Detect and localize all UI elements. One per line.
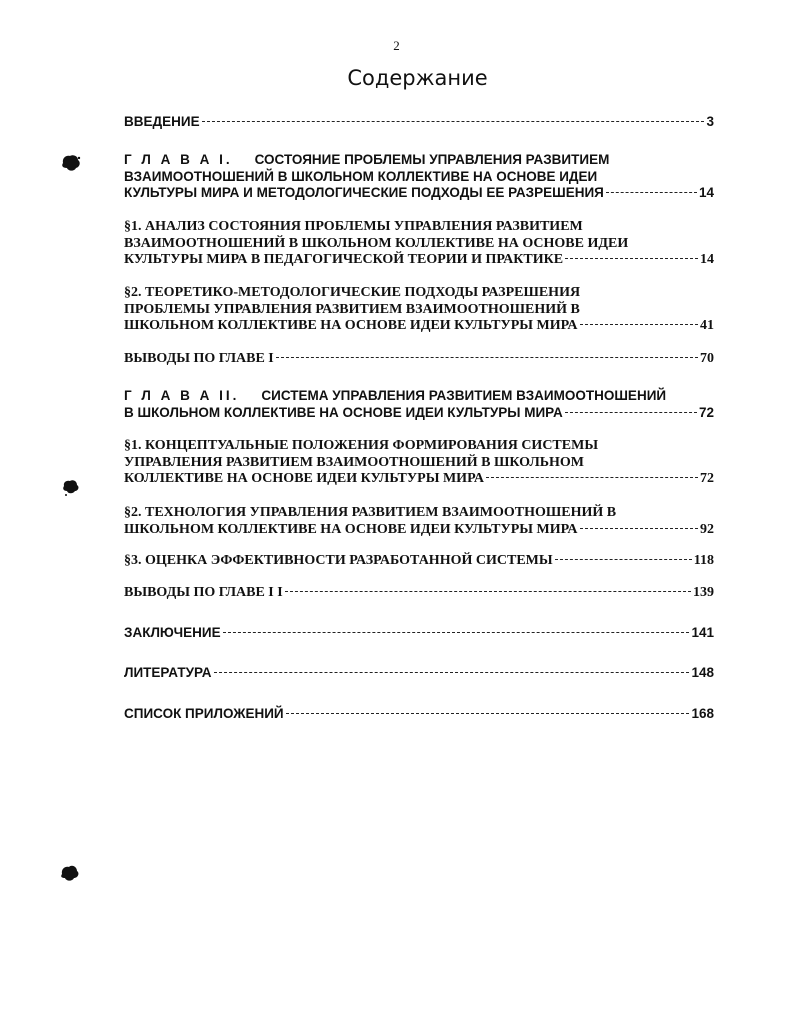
toc-entry-section-1-1[interactable]: [124, 219, 714, 269]
chapter-label: Г Л А В А I.: [124, 152, 233, 167]
page-title: Содержание: [347, 66, 488, 90]
toc-entry-line: ВЗАИМООТНОШЕНИЙ В ШКОЛЬНОМ КОЛЛЕКТИВЕ НА ОСНОВЕ ИДЕИ: [124, 168, 598, 184]
toc-page-number: 14: [698, 185, 714, 200]
toc-entry-title: СПИСОК ПРИЛОЖЕНИЙ: [124, 706, 284, 721]
toc-entry-chapter-2[interactable]: [124, 388, 714, 421]
dot-leader: [565, 412, 697, 413]
page-number: 2: [393, 38, 400, 53]
toc-entry-appendices[interactable]: [124, 706, 714, 723]
toc-entry-line: §2. ТЕХНОЛОГИЯ УПРАВЛЕНИЯ РАЗВИТИЕМ ВЗАИМООТНОШЕНИЙ В: [124, 505, 617, 520]
toc-entry-line: §2. ТЕОРЕТИКО-МЕТОДОЛОГИЧЕСКИЕ ПОДХОДЫ РАЗРЕШЕНИЯ: [124, 285, 581, 300]
toc-entry-line: ВЗАИМООТНОШЕНИЙ В ШКОЛЬНОМ КОЛЛЕКТИВЕ НА ОСНОВЕ ИДЕИ: [124, 235, 629, 251]
toc-entry-literature[interactable]: [124, 665, 714, 682]
ink-blot-icon: [60, 152, 82, 174]
dot-leader: [486, 477, 698, 478]
toc-entry-title: §3. ОЦЕНКА ЭФФЕКТИВНОСТИ РАЗРАБОТАННОЙ СИСТЕМЫ: [124, 553, 553, 568]
toc-page-number: 139: [693, 585, 714, 600]
toc-page-number: 92: [700, 521, 714, 537]
toc-entry-line: СИСТЕМА УПРАВЛЕНИЯ РАЗВИТИЕМ ВЗАИМООТНОШЕНИЙ: [261, 388, 667, 403]
toc-entry-conclusion[interactable]: [124, 625, 714, 642]
toc-entry-line: ПРОБЛЕМЫ УПРАВЛЕНИЯ РАЗВИТИЕМ ВЗАИМООТНОШЕНИЙ В: [124, 301, 580, 317]
dot-leader: [580, 324, 699, 325]
toc-entry-line: СОСТОЯНИЕ ПРОБЛЕМЫ УПРАВЛЕНИЯ РАЗВИТИЕМ: [254, 152, 610, 167]
toc-page-number: 141: [691, 625, 714, 640]
toc-entry-line: УПРАВЛЕНИЯ РАЗВИТИЕМ ВЗАИМООТНОШЕНИЙ В ШКОЛЬНОМ: [124, 454, 585, 470]
ink-blot-icon: [60, 476, 82, 498]
toc-entry-title: ЗАКЛЮЧЕНИЕ: [124, 625, 221, 640]
toc-entry-section-2-3[interactable]: [124, 553, 714, 570]
toc-entry-section-1-2[interactable]: [124, 285, 714, 335]
toc-entry-introduction[interactable]: [124, 114, 714, 131]
toc-entry-line: ШКОЛЬНОМ КОЛЛЕКТИВЕ НА ОСНОВЕ ИДЕИ КУЛЬТУРЫ МИРА: [124, 521, 578, 537]
toc-page-number: 168: [691, 706, 714, 721]
toc-entry-line: ШКОЛЬНОМ КОЛЛЕКТИВЕ НА ОСНОВЕ ИДЕИ КУЛЬТУРЫ МИРА: [124, 318, 578, 333]
toc-entry-section-2-1[interactable]: [124, 438, 714, 488]
toc-page-number: 70: [700, 351, 714, 366]
toc-page-number: 14: [700, 252, 714, 267]
toc-entry-conclusions-2[interactable]: [124, 585, 714, 602]
dot-leader: [285, 591, 691, 592]
chapter-label: Г Л А В А II.: [124, 388, 240, 403]
dot-leader: [580, 528, 699, 529]
toc-entry-section-2-2[interactable]: [124, 505, 714, 538]
toc-entry-line: КОЛЛЕКТИВЕ НА ОСНОВЕ ИДЕИ КУЛЬТУРЫ МИРА: [124, 471, 484, 486]
dot-leader: [223, 632, 690, 633]
toc-entry-title: ВЫВОДЫ ПО ГЛАВЕ I: [124, 351, 274, 366]
toc-entry-title: ЛИТЕРАТУРА: [124, 665, 212, 680]
dot-leader: [286, 713, 690, 714]
toc-entry-conclusions-1[interactable]: [124, 351, 714, 368]
toc-page-number: 72: [700, 471, 714, 486]
dot-leader: [276, 357, 698, 358]
toc-entry-title: ВЫВОДЫ ПО ГЛАВЕ I I: [124, 585, 283, 600]
toc-entry-line: КУЛЬТУРЫ МИРА В ПЕДАГОГИЧЕСКОЙ ТЕОРИИ И ПРАКТИКЕ: [124, 252, 564, 267]
toc-page-number: 72: [698, 404, 714, 420]
toc-page-number: 41: [700, 318, 714, 333]
toc-entry-line: §1. АНАЛИЗ СОСТОЯНИЯ ПРОБЛЕМЫ УПРАВЛЕНИЯ РАЗВИТИЕМ: [124, 219, 583, 234]
dot-leader: [214, 672, 690, 673]
toc-page-number: 118: [693, 553, 714, 568]
toc-page-number: 148: [691, 665, 714, 680]
dot-leader: [202, 121, 705, 122]
toc-entry-title: ВВЕДЕНИЕ: [124, 114, 200, 129]
dot-leader: [565, 258, 698, 259]
dot-leader: [606, 192, 697, 193]
toc-page-number: 3: [706, 114, 714, 129]
toc-entry-line: В ШКОЛЬНОМ КОЛЛЕКТИВЕ НА ОСНОВЕ ИДЕИ КУЛЬТУРЫ МИРА: [124, 404, 563, 420]
toc-entry-line: КУЛЬТУРЫ МИРА И МЕТОДОЛОГИЧЕСКИЕ ПОДХОДЫ ЕЕ РАЗРЕШЕНИЯ: [124, 185, 604, 200]
toc-entry-line: §1. КОНЦЕПТУАЛЬНЫЕ ПОЛОЖЕНИЯ ФОРМИРОВАНИЯ СИСТЕМЫ: [124, 438, 599, 453]
dot-leader: [555, 559, 692, 560]
toc-entry-chapter-1[interactable]: [124, 152, 714, 202]
ink-blot-icon: [59, 862, 81, 884]
